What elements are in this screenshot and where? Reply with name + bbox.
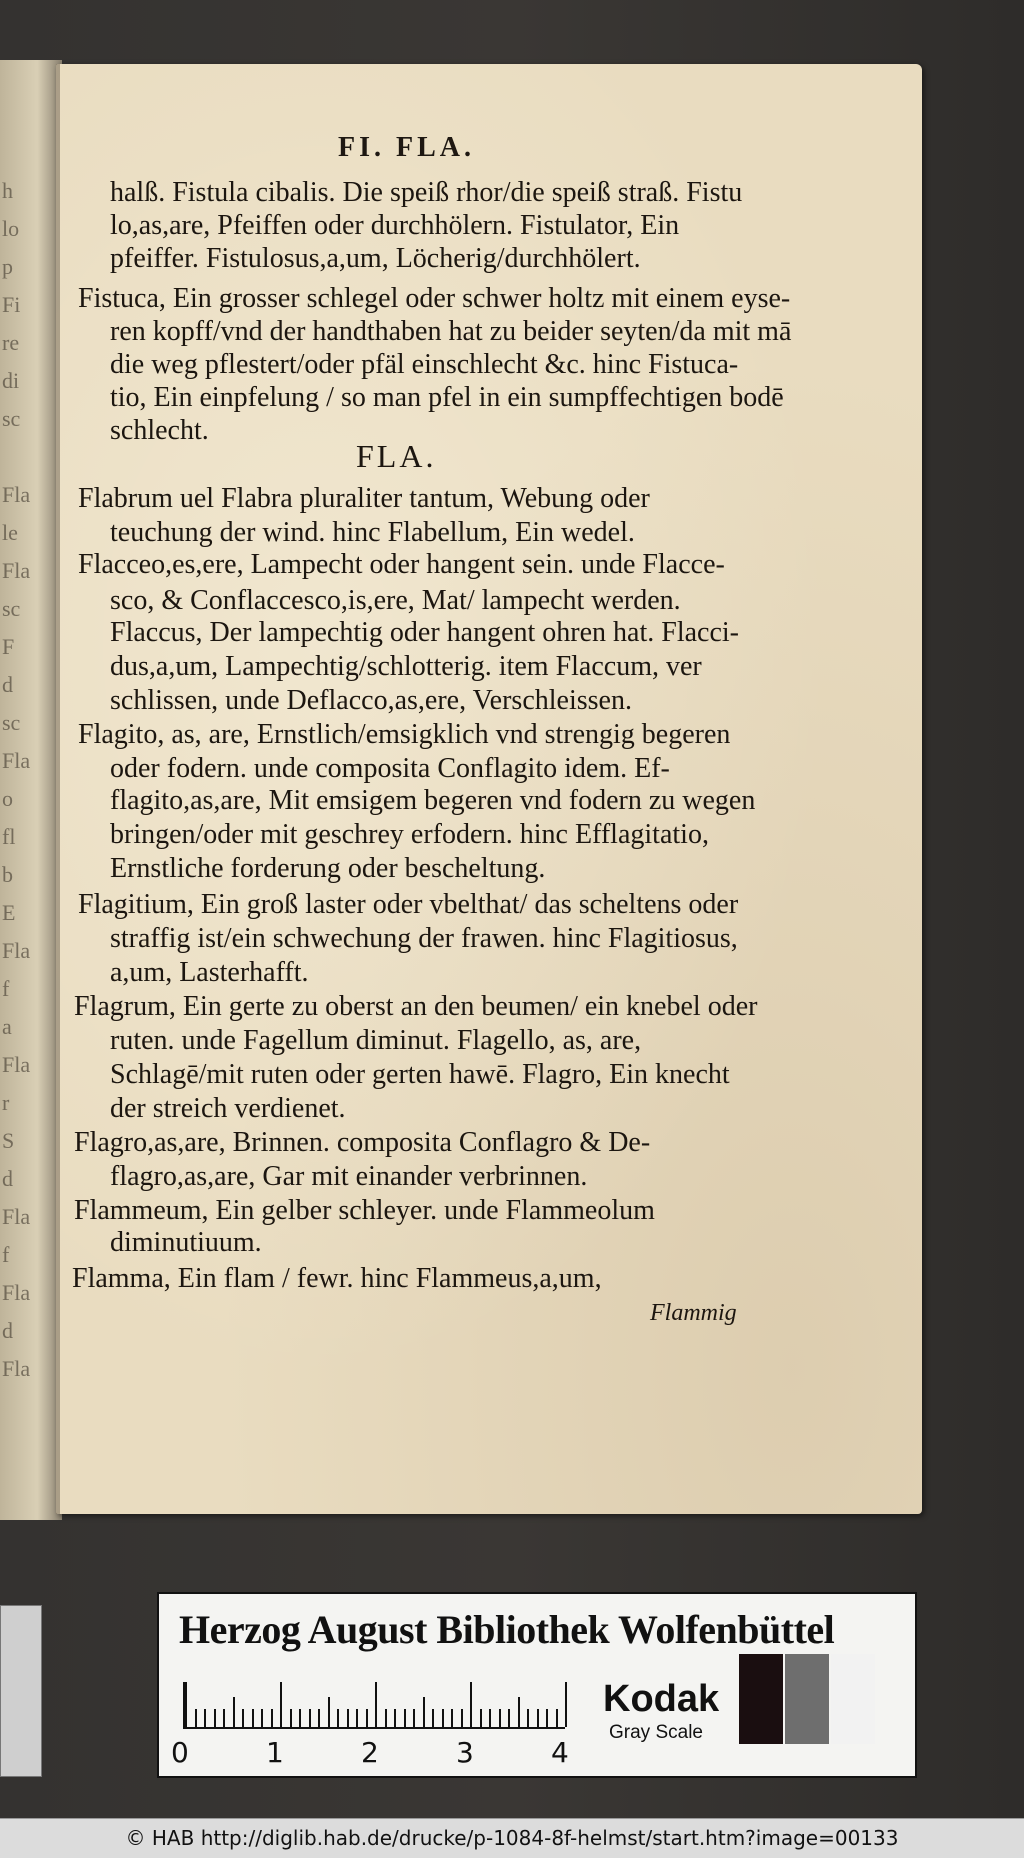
prev-page-fragment: sc: [2, 710, 21, 735]
ruler-tick: [299, 1709, 301, 1727]
prev-page-fragment: d: [2, 672, 13, 697]
ruler-tick: [442, 1709, 444, 1727]
prev-page-fragment: f: [2, 976, 10, 1001]
ruler-tick: [556, 1709, 558, 1727]
prev-page-fragment: Fla: [2, 1280, 31, 1305]
prev-page-fragment: Fla: [2, 1356, 31, 1381]
text-line: Flagro,as,are, Brinnen. composita Conflagro & De-: [74, 1127, 651, 1158]
prev-page-fragment: a: [2, 1014, 12, 1039]
previous-page-edge: [0, 60, 62, 1520]
side-label-tab: [0, 1605, 42, 1777]
ruler-tick: [223, 1709, 225, 1727]
ruler-number: 3: [456, 1736, 474, 1769]
ruler-number: 4: [551, 1736, 569, 1769]
prev-page-fragment: re: [2, 330, 20, 355]
ruler-tick: [565, 1682, 567, 1727]
ruler-tick: [290, 1709, 292, 1727]
ruler-number: 0: [171, 1736, 189, 1769]
prev-page-fragment: d: [2, 1166, 13, 1191]
gray-patch: [785, 1654, 829, 1744]
text-line: halß. Fistula cibalis. Die speiß rhor/die speiß straß. Fistu: [110, 177, 743, 208]
text-line: bringen/oder mit geschrey erfodern. hinc Efflagitatio,: [110, 819, 709, 850]
ruler-tick: [508, 1709, 510, 1727]
ruler-tick: [470, 1682, 472, 1727]
text-line: sco, & Conflaccesco,is,ere, Mat/ lampecht werden.: [110, 585, 681, 616]
running-head: FI. FLA.: [338, 132, 475, 163]
ruler-tick: [375, 1682, 377, 1727]
text-line: die weg pflestert/oder pfäl einschlecht &c. hinc Fistuca-: [110, 349, 739, 380]
ruler-tick: [394, 1709, 396, 1727]
text-line: Flammeum, Ein gelber schleyer. unde Flammeolum: [74, 1195, 655, 1226]
ruler-tick: [337, 1709, 339, 1727]
ruler-tick: [404, 1709, 406, 1727]
prev-page-fragment: Fi: [2, 292, 21, 317]
ruler-tick: [185, 1682, 187, 1727]
prev-page-fragment: f: [2, 1242, 10, 1267]
text-line: a,um, Lasterhafft.: [110, 957, 309, 988]
ruler-tick: [537, 1709, 539, 1727]
prev-page-fragment: d: [2, 1318, 13, 1343]
ruler-tick: [480, 1709, 482, 1727]
text-line: Flamma, Ein flam / fewr. hinc Flammeus,a,um,: [72, 1263, 602, 1294]
text-line: Flacceo,es,ere, Lampecht oder hangent sein. unde Flacce-: [78, 549, 725, 580]
text-line: ren kopff/vnd der handthaben hat zu beider seyten/da mit mā: [110, 316, 792, 347]
prev-page-fragment: di: [2, 368, 20, 393]
ruler-tick: [527, 1709, 529, 1727]
prev-page-fragment: Fla: [2, 558, 31, 583]
ruler-tick: [309, 1709, 311, 1727]
text-line: Fistuca, Ein grosser schlegel oder schwer holtz mit einem eyse-: [78, 283, 791, 314]
ruler-tick: [347, 1709, 349, 1727]
prev-page-fragment: Fla: [2, 1052, 31, 1077]
text-line: diminutiuum.: [110, 1227, 262, 1258]
text-line: straffig ist/ein schwechung der frawen. hinc Flagitiosus,: [110, 923, 738, 954]
prev-page-fragment: h: [2, 178, 13, 203]
ruler-tick: [461, 1709, 463, 1727]
ruler-tick: [214, 1709, 216, 1727]
ruler-tick: [280, 1682, 282, 1727]
ruler-tick: [271, 1709, 273, 1727]
prev-page-fragment: E: [2, 900, 16, 925]
ruler-tick: [451, 1709, 453, 1727]
text-line: der streich verdienet.: [110, 1093, 346, 1124]
text-line: ruten. unde Fagellum diminut. Flagello, as, are,: [110, 1025, 642, 1056]
prev-page-fragment: r: [2, 1090, 10, 1115]
gray-patch: [739, 1654, 783, 1744]
kodak-logo: Kodak: [603, 1678, 720, 1720]
ruler-number: 1: [266, 1736, 284, 1769]
prev-page-fragment: S: [2, 1128, 15, 1153]
text-line: Flagrum, Ein gerte zu oberst an den beumen/ ein knebel oder: [74, 991, 758, 1022]
gray-scale-label: Gray Scale: [609, 1722, 703, 1743]
page-gutter-shadow: [56, 64, 60, 1514]
text-line: Flaccus, Der lampechtig oder hangent ohren hat. Flacci-: [110, 617, 739, 648]
ruler-tick: [413, 1709, 415, 1727]
text-line: schlecht.: [110, 415, 209, 446]
prev-page-fragment: p: [2, 254, 13, 279]
prev-page-fragment: Fla: [2, 1204, 31, 1229]
prev-page-fragment: Fla: [2, 748, 31, 773]
text-line: Flabrum uel Flabra pluraliter tantum, Webung oder: [78, 483, 650, 514]
ruler-number: 2: [361, 1736, 379, 1769]
ruler-tick: [195, 1709, 197, 1727]
text-line: flagito,as,are, Mit emsigem begeren vnd fodern zu wegen: [110, 785, 756, 816]
ruler-tick: [318, 1709, 320, 1727]
ruler-tick: [356, 1709, 358, 1727]
ruler-scale: [183, 1682, 565, 1729]
prev-page-fragment: fl: [2, 824, 16, 849]
text-line: Schlagē/mit ruten oder gerten hawē. Flagro, Ein knecht: [110, 1059, 730, 1090]
text-line: Flammig: [650, 1300, 737, 1326]
ruler-tick: [233, 1697, 235, 1727]
ruler-tick: [261, 1709, 263, 1727]
text-line: lo,as,are, Pfeiffen oder durchhölern. Fistulator, Ein: [110, 210, 680, 241]
ruler-tick: [489, 1709, 491, 1727]
ruler-tick: [385, 1709, 387, 1727]
section-heading: FLA.: [356, 438, 437, 474]
library-title: Herzog August Bibliothek Wolfenbüttel: [179, 1607, 835, 1652]
text-line: dus,a,um, Lampechtig/schlotterig. item Flaccum, ver: [110, 651, 702, 682]
prev-page-fragment: F: [2, 634, 15, 659]
prev-page-fragment: le: [2, 520, 18, 545]
ruler-tick: [432, 1709, 434, 1727]
ruler-tick: [328, 1697, 330, 1727]
ruler-tick: [546, 1709, 548, 1727]
text-line: Ernstliche forderung oder bescheltung.: [110, 853, 546, 884]
text-line: Flagito, as, are, Ernstlich/emsigklich vnd strengig begeren: [78, 719, 731, 750]
prev-page-fragment: Fla: [2, 482, 31, 507]
prev-page-fragment: sc: [2, 596, 21, 621]
prev-page-fragment: b: [2, 862, 13, 887]
ruler-tick: [423, 1697, 425, 1727]
text-line: pfeiffer. Fistulosus,a,um, Löcherig/durchhölert.: [110, 243, 641, 274]
prev-page-fragment: o: [2, 786, 13, 811]
ruler-tick: [499, 1709, 501, 1727]
text-line: flagro,as,are, Gar mit einander verbrinnen.: [110, 1161, 588, 1192]
color-calibration-card: [157, 1592, 917, 1778]
ruler-tick: [252, 1709, 254, 1727]
text-line: schlissen, unde Deflacco,as,ere, Verschleissen.: [110, 685, 632, 716]
text-line: Flagitium, Ein groß laster oder vbelthat/ das scheltens oder: [78, 889, 739, 920]
ruler-tick: [518, 1697, 520, 1727]
prev-page-fragment: lo: [2, 216, 20, 241]
ruler-tick: [204, 1709, 206, 1727]
text-line: teuchung der wind. hinc Flabellum, Ein wedel.: [110, 517, 635, 548]
prev-page-fragment: sc: [2, 406, 21, 431]
gray-patch: [831, 1654, 875, 1744]
footer-copyright: © HAB http://diglib.hab.de/drucke/p-1084-8f-helmst/start.htm?image=00133: [125, 1826, 899, 1850]
ruler-tick: [242, 1709, 244, 1727]
text-line: oder fodern. unde composita Conflagito idem. Ef-: [110, 753, 670, 784]
ruler-tick: [366, 1709, 368, 1727]
text-line: tio, Ein einpfelung / so man pfel in ein sumpffechtigen bodē: [110, 382, 784, 413]
prev-page-fragment: Fla: [2, 938, 31, 963]
